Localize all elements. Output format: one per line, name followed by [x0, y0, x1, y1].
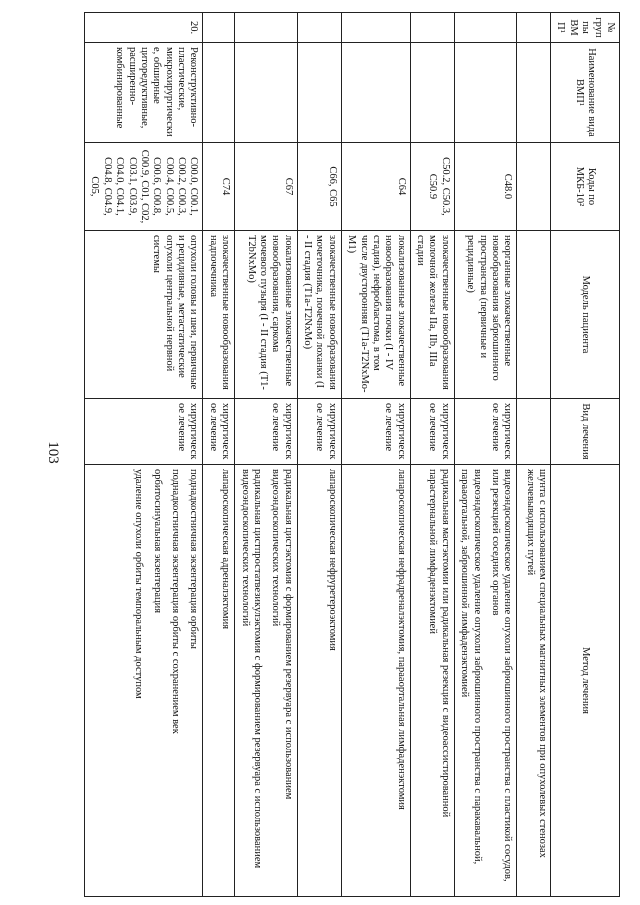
- treatment-method-cell: [85, 465, 203, 897]
- type-name-cell: [235, 43, 298, 143]
- patient-model-cell: злокачественные новообразования надпочечника: [203, 231, 235, 399]
- treatment-kind-cell: хирургическое лечение: [454, 399, 517, 465]
- continuation-method: шунта с использованием специальных магнитных элементов при опухолевых стенозах желчевыводящих путей: [517, 465, 551, 897]
- table-row: [341, 13, 410, 897]
- table-row: [297, 13, 341, 897]
- treatment-method: видеоэндоскопическое удаление опухоли забрюшинного пространства с пластикой сосудов, или резекцией соседних органов: [490, 469, 514, 882]
- patient-model-cell: локализованные злокачественные новообразования почки (I - IV стадия), нефробластома, в том числе двусторонняя (T1a-T2NxMo-M1): [341, 231, 410, 399]
- type-name-cell: [297, 43, 341, 143]
- treatment-method-cell: [454, 465, 517, 897]
- group-number-cell: [297, 13, 341, 43]
- treatment-kind-cell: хирургическое лечение: [341, 399, 410, 465]
- treatment-method-cell: [203, 465, 235, 897]
- icd-codes-cell: C66, C65: [297, 143, 341, 231]
- treatment-table: [84, 12, 620, 897]
- treatment-kind-cell: хирургическое лечение: [410, 399, 454, 465]
- treatment-method-cell: [410, 465, 454, 897]
- table-row: [454, 13, 517, 897]
- treatment-method-cell: [235, 465, 298, 897]
- patient-model-cell: злокачественные новообразования мочеточника, почечной лоханки (I - II стадия (T1a-T2NxMo): [297, 231, 341, 399]
- type-name-cell: [203, 43, 235, 143]
- icd-codes-cell: C64: [341, 143, 410, 231]
- icd-codes-cell: C74: [203, 143, 235, 231]
- landscape-sheet: [72, 12, 620, 896]
- icd-codes-cell: C00.0, C00.1, C00.2, C00.3, C00.4, C00.5, C00.6, C00.8, C00.9, C01, C02, C03.1, C03.9, C04.0, C04.1, C04.8, C04.9, C05,: [85, 143, 203, 231]
- treatment-method-cell: [341, 465, 410, 897]
- type-name-cell: Реконструктивно-пластические, микрохирургические, обширные циторедуктивные, расширенно-комбинированные: [85, 43, 203, 143]
- page-number: 103: [44, 440, 61, 464]
- type-name-cell: [454, 43, 517, 143]
- continuation-row: [517, 13, 551, 897]
- patient-model-cell: локализованные злокачественные новообразования, саркома мочевого пузыря (I - II стадия (T1-T2bNxMo): [235, 231, 298, 399]
- treatment-method: лапароскопическая нефрадреналэктомия, парааортальная лимфаденэктомия: [395, 469, 407, 810]
- table-row: [203, 13, 235, 897]
- treatment-kind-cell: хирургическое лечение: [85, 399, 203, 465]
- treatment-method: поднадкостничная экзентерация орбиты: [188, 469, 200, 649]
- treatment-method: радикальная цистпростатвезикулэктомия с формированием резервуара с использованием видеоэндоскопических технологий: [239, 469, 263, 869]
- group-number-cell: [454, 13, 517, 43]
- group-number-cell: [203, 13, 235, 43]
- treatment-method-cell: [297, 465, 341, 897]
- table-row: [85, 13, 203, 897]
- treatment-method: лапароскопическая нефруретероэктомия: [326, 469, 338, 651]
- treatment-method: видеоэндоскопическое удаление опухоли забрюшинного пространства с паракавальной, парааортальной, забрюшинной лимфаденэктомией: [459, 469, 483, 865]
- group-number-cell: [235, 13, 298, 43]
- treatment-method: радикальная цистэктомия с формированием резервуара с использованием видеоэндоскопических технологий: [270, 469, 294, 800]
- icd-codes-cell: C48.0: [454, 143, 517, 231]
- header-type-name: Наименование вида ВМП¹: [551, 43, 620, 143]
- patient-model-cell: злокачественные новообразования молочной железы IIa, IIb, IIIa стадии: [410, 231, 454, 399]
- treatment-kind-cell: хирургическое лечение: [235, 399, 298, 465]
- header-treatment-method: Метод лечения: [551, 465, 620, 897]
- group-number-cell: [341, 13, 410, 43]
- group-number-cell: [410, 13, 454, 43]
- table-header: [551, 13, 620, 897]
- treatment-method: поднадкостничная экзентерация орбиты с сохранением век: [170, 469, 182, 734]
- treatment-method: удаление опухоли орбиты темпоральным доступом: [133, 469, 145, 699]
- table-body: [85, 13, 551, 897]
- patient-model-cell: опухоли головы и шеи, первичные и рецидивные, метастатические опухоли центральной нервной системы: [85, 231, 203, 399]
- treatment-kind-cell: хирургическое лечение: [203, 399, 235, 465]
- type-name-cell: [410, 43, 454, 143]
- type-name-cell: [341, 43, 410, 143]
- patient-model-cell: неорганные злокачественные новообразования забрюшинного пространства (первичные и рецидивные): [454, 231, 517, 399]
- header-patient-model: Модель пациента: [551, 231, 620, 399]
- header-treatment-kind: Вид лечения: [551, 399, 620, 465]
- header-group-number: № группы ВМП¹: [551, 13, 620, 43]
- group-number-cell: 20.: [85, 13, 203, 43]
- icd-codes-cell: C67: [235, 143, 298, 231]
- icd-codes-cell: C50.2, C50.3, C50.9: [410, 143, 454, 231]
- treatment-kind-cell: хирургическое лечение: [297, 399, 341, 465]
- treatment-method: орбитосинуальная экзентерация: [151, 469, 163, 614]
- header-icd-codes: Коды по МКБ-10²: [551, 143, 620, 231]
- table-row: [410, 13, 454, 897]
- treatment-method: лапароскопическая адреналэктомия: [220, 469, 232, 630]
- treatment-method: радикальная мастэктомии или радикальная резекция с видеоассистированной парастернальной лимфаденэктомией: [427, 469, 451, 818]
- table-row: [235, 13, 298, 897]
